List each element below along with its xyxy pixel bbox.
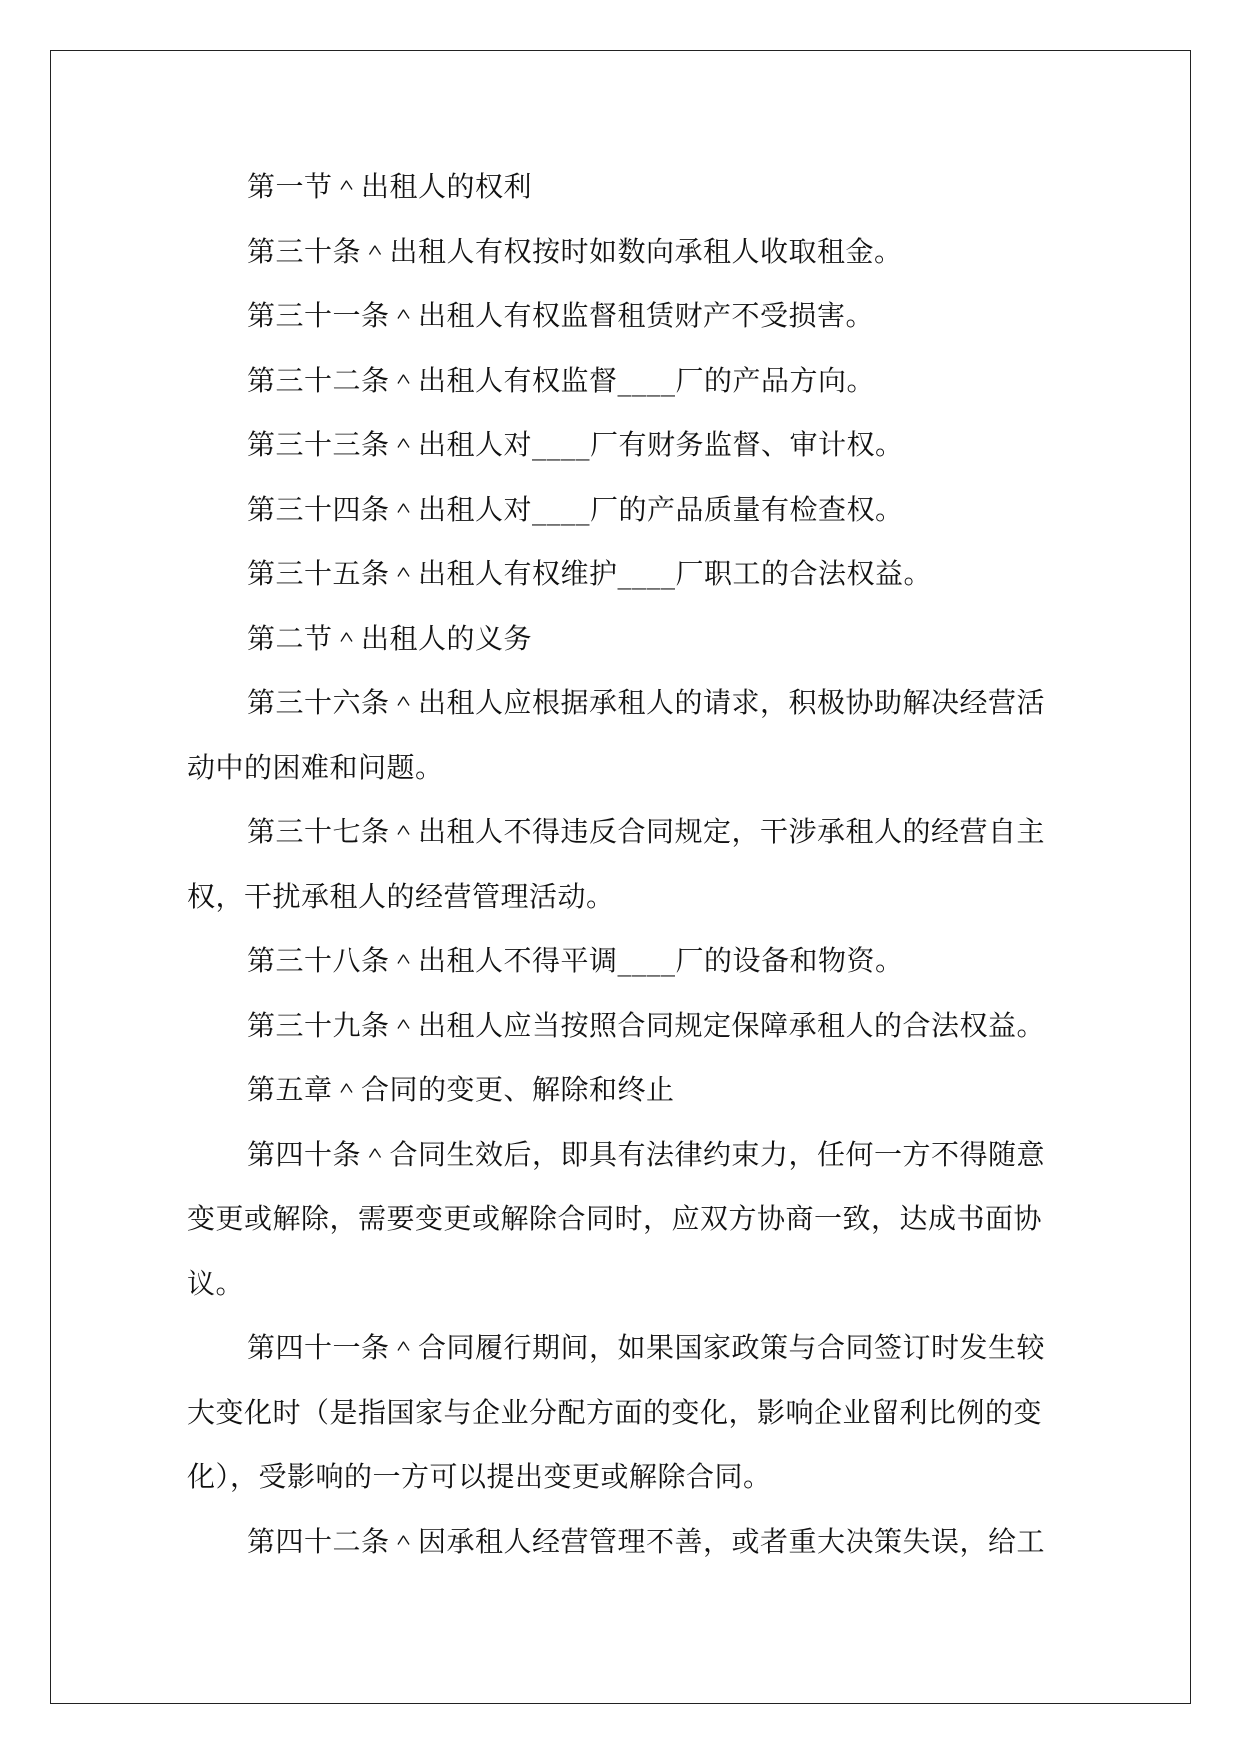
article-37: 第三十七条＾出租人不得违反合同规定，干涉承租人的经营自主权，干扰承租人的经营管理活动。 [187,815,1046,913]
article-34: 第三十四条＾出租人对____厂的产品质量有检查权。 [247,492,904,526]
section-heading-lessor-rights: 第一节＾出租人的权利 [247,170,533,203]
article-39: 第三十九条＾出租人应当按照合同规定保障承租人的合法权益。 [247,1008,1046,1042]
article-32: 第三十二条＾出租人有权监督____厂的产品方向。 [247,363,876,397]
article-33: 第三十三条＾出租人对____厂有财务监督、审计权。 [247,428,904,461]
article-30: 第三十条＾出租人有权按时如数向承租人收取租金。 [247,234,903,268]
article-42: 第四十二条＾因承租人经营管理不善，或者重大决策失误，给工 [247,1524,1046,1558]
article-35: 第三十五条＾出租人有权维护____厂职工的合法权益。 [247,557,933,590]
section-heading-lessor-duties: 第二节＾出租人的义务 [247,621,533,655]
article-40: 第四十条＾合同生效后，即具有法律约束力，任何一方不得随意变更或解除，需要变更或解除合同时，应双方协商一致，达成书面协议。 [187,1137,1046,1300]
article-38: 第三十八条＾出租人不得平调____厂的设备和物资。 [247,944,904,977]
article-36: 第三十六条＾出租人应根据承租人的请求，积极协助解决经营活动中的困难和问题。 [187,686,1046,784]
chapter-heading-contract-changes: 第五章＾合同的变更、解除和终止 [247,1073,675,1106]
article-41: 第四十一条＾合同履行期间，如果国家政策与合同签订时发生较大变化时（是指国家与企业分配方面的变化，影响企业留利比例的变化），受影响的一方可以提出变更或解除合同。 [187,1331,1046,1493]
article-31: 第三十一条＾出租人有权监督租赁财产不受损害。 [247,299,875,332]
document-body [187,155,1057,1574]
